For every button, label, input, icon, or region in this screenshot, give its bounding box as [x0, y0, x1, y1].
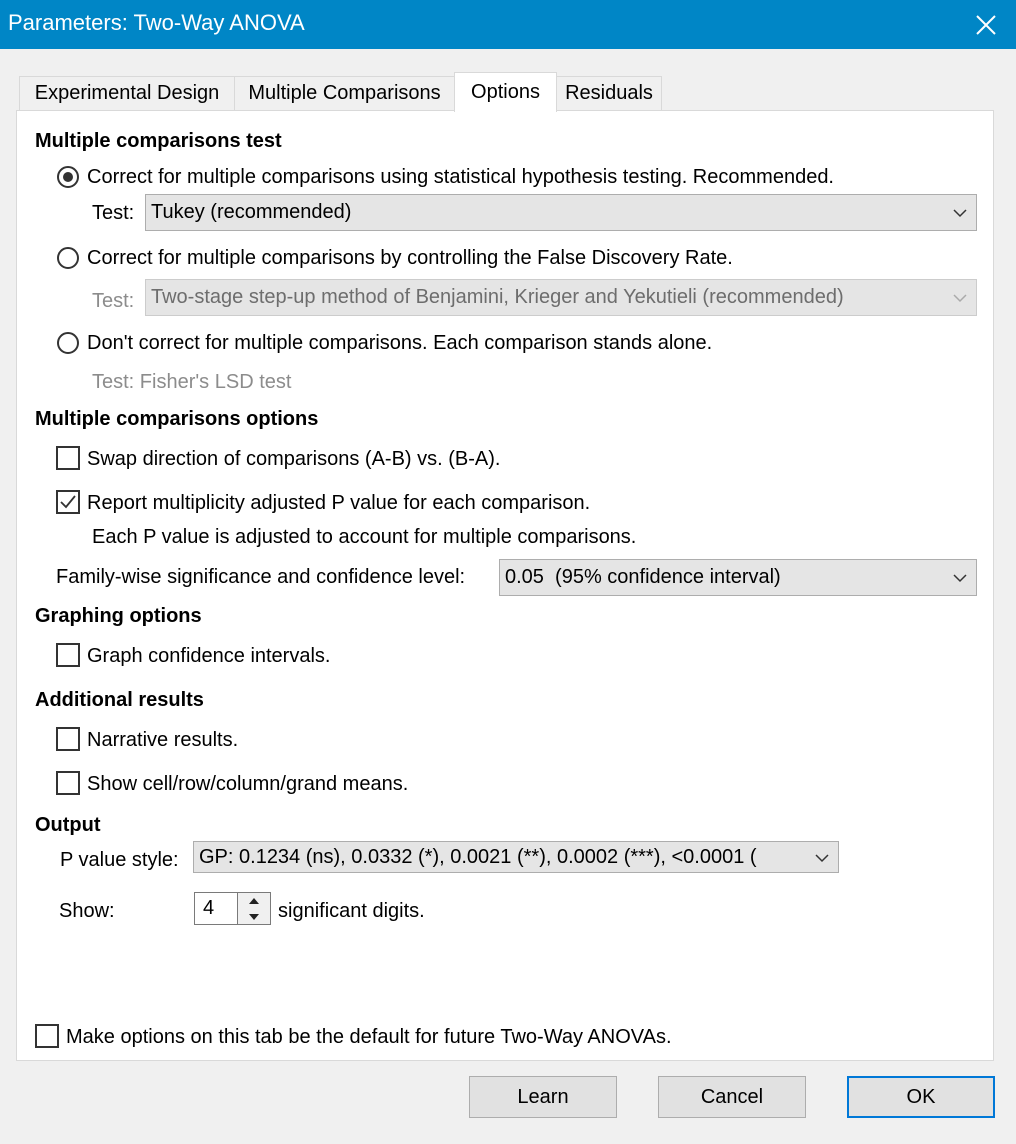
radio-selected-dot: [63, 172, 73, 182]
narrative-label: Narrative results.: [87, 729, 239, 751]
graph-ci-label: Graph confidence intervals.: [87, 645, 331, 667]
title-bar: [0, 0, 1016, 49]
pstyle-select[interactable]: [193, 841, 839, 873]
digits-input[interactable]: [194, 892, 238, 925]
means-label: Show cell/row/column/grand means.: [87, 773, 409, 795]
output-heading: Output: [35, 814, 101, 836]
window-title: Parameters: Two-Way ANOVA: [8, 10, 305, 35]
digits-spinner: [238, 892, 271, 925]
spin-up-button[interactable]: [238, 893, 269, 908]
test-label: Test:: [92, 202, 135, 224]
show-label: Show:: [59, 900, 115, 922]
tab-label: Multiple Comparisons: [248, 82, 441, 104]
chevron-down-icon: [952, 205, 968, 221]
radio-fdr-label: Correct for multiple comparisons by controlling the False Discovery Rate.: [87, 247, 733, 269]
cancel-button-label: Cancel: [700, 1085, 764, 1108]
report-label: Report multiplicity adjusted P value for each comparison.: [87, 492, 591, 514]
arrow-down-icon: [248, 913, 260, 921]
graph-ci-checkbox[interactable]: [56, 643, 80, 667]
mct-heading: Multiple comparisons test: [35, 130, 282, 152]
digits-value: 4: [203, 897, 215, 919]
tab-label: Options: [471, 81, 540, 103]
report-note: Each P value is adjusted to account for multiple comparisons.: [92, 526, 637, 548]
tab-options[interactable]: [454, 72, 557, 112]
tab-label: Experimental Design: [34, 82, 220, 104]
means-checkbox[interactable]: [56, 771, 80, 795]
fdr-test-select[interactable]: [145, 279, 977, 316]
close-icon: [975, 14, 997, 36]
pstyle-select-value: GP: 0.1234 (ns), 0.0332 (*), 0.0021 (**), 0.0002 (***), <0.0001 (: [199, 845, 757, 868]
swap-checkbox[interactable]: [56, 446, 80, 470]
chevron-down-icon: [952, 290, 968, 306]
test-select-value: Tukey (recommended): [151, 201, 352, 223]
ok-button-label: OK: [906, 1085, 936, 1108]
default-label: Make options on this tab be the default for future Two-Way ANOVAs.: [66, 1026, 672, 1048]
radio-no-correction[interactable]: [57, 332, 79, 354]
additional-heading: Additional results: [35, 689, 204, 711]
cancel-button[interactable]: [658, 1076, 806, 1118]
chevron-down-icon: [814, 850, 830, 866]
graphing-heading: Graphing options: [35, 605, 202, 627]
swap-label: Swap direction of comparisons (A-B) vs. (B-A).: [87, 448, 501, 470]
mco-heading: Multiple comparisons options: [35, 408, 319, 430]
test-select[interactable]: [145, 194, 977, 231]
tab-multiple-comparisons[interactable]: [234, 76, 455, 110]
pstyle-label: P value style:: [60, 849, 179, 871]
tab-experimental-design[interactable]: [19, 76, 235, 110]
learn-button-label: Learn: [517, 1085, 569, 1108]
tab-label: Residuals: [565, 82, 653, 104]
close-button[interactable]: [956, 0, 1016, 49]
family-select[interactable]: [499, 559, 977, 596]
radio-hypothesis-testing[interactable]: [57, 166, 79, 188]
radio-hypothesis-testing-label: Correct for multiple comparisons using statistical hypothesis testing. Recommended.: [87, 166, 834, 188]
tab-residuals[interactable]: [556, 76, 662, 110]
learn-button[interactable]: [469, 1076, 617, 1118]
radio-no-correction-label: Don't correct for multiple comparisons. Each comparison stands alone.: [87, 332, 713, 354]
fdr-test-select-value: Two-stage step-up method of Benjamini, Krieger and Yekutieli (recommended): [151, 286, 844, 308]
spin-down-button[interactable]: [238, 909, 269, 924]
narrative-checkbox[interactable]: [56, 727, 80, 751]
default-checkbox[interactable]: [35, 1024, 59, 1048]
radio-fdr[interactable]: [57, 247, 79, 269]
arrow-up-icon: [248, 897, 260, 905]
chevron-down-icon: [952, 570, 968, 586]
checkmark-icon: [58, 492, 78, 512]
fisher-test-text: Test: Fisher's LSD test: [92, 371, 292, 393]
digits-suffix: significant digits.: [278, 900, 425, 922]
family-select-value: 0.05 (95% confidence interval): [505, 566, 781, 588]
report-checkbox[interactable]: [56, 490, 80, 514]
family-label: Family-wise significance and confidence level:: [56, 566, 466, 588]
test2-label: Test:: [92, 290, 135, 312]
ok-button[interactable]: [847, 1076, 995, 1118]
